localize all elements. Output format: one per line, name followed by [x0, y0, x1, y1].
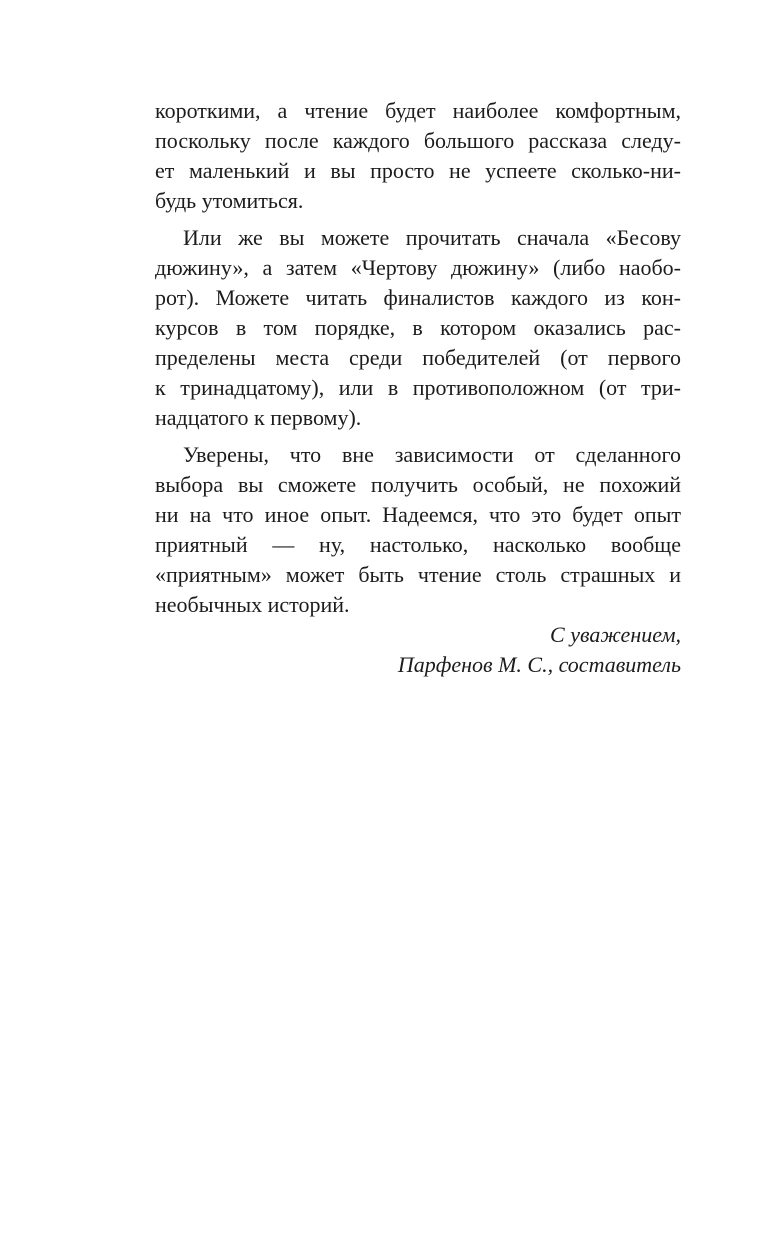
text-block [155, 96, 681, 680]
text-line: курсов в том порядке, в котором оказались рас- [155, 315, 681, 340]
text-line: необычных историй. [155, 592, 350, 617]
text-line: дюжину», а затем «Чертову дюжину» (либо наобо- [155, 255, 681, 280]
text-line: пределены места среди победителей (от первого [155, 345, 681, 370]
text-line: Уверены, что вне зависимости от сделанного [183, 442, 681, 467]
text-line: приятный — ну, настолько, насколько вообще [155, 532, 681, 557]
text-line: к тринадцатому), или в противоположном (от три- [155, 375, 681, 400]
text-line: надцатого к первому). [155, 405, 362, 430]
text-line: ни на что иное опыт. Надеемся, что это будет опыт [155, 502, 681, 527]
text-line: выбора вы сможете получить особый, не похожий [155, 472, 681, 497]
text-line: ет маленький и вы просто не успеете сколько-ни- [155, 158, 681, 183]
signature-author: Парфенов М. С., составитель [397, 652, 681, 677]
paragraph-1 [155, 96, 681, 216]
paragraph-3 [155, 440, 681, 620]
text-line: «приятным» может быть чтение столь страшных и [155, 562, 681, 587]
text-line: поскольку после каждого большого рассказа следу- [155, 128, 681, 153]
signature-block [155, 620, 681, 680]
text-line: короткими, а чтение будет наиболее комфортным, [155, 98, 681, 123]
text-line: Или же вы можете прочитать сначала «Бесову [183, 225, 681, 250]
text-line: будь утомиться. [155, 188, 304, 213]
text-line: рот). Можете читать финалистов каждого из кон- [155, 285, 681, 310]
signature-greeting: С уважением, [550, 622, 681, 647]
paragraph-2 [155, 223, 681, 433]
